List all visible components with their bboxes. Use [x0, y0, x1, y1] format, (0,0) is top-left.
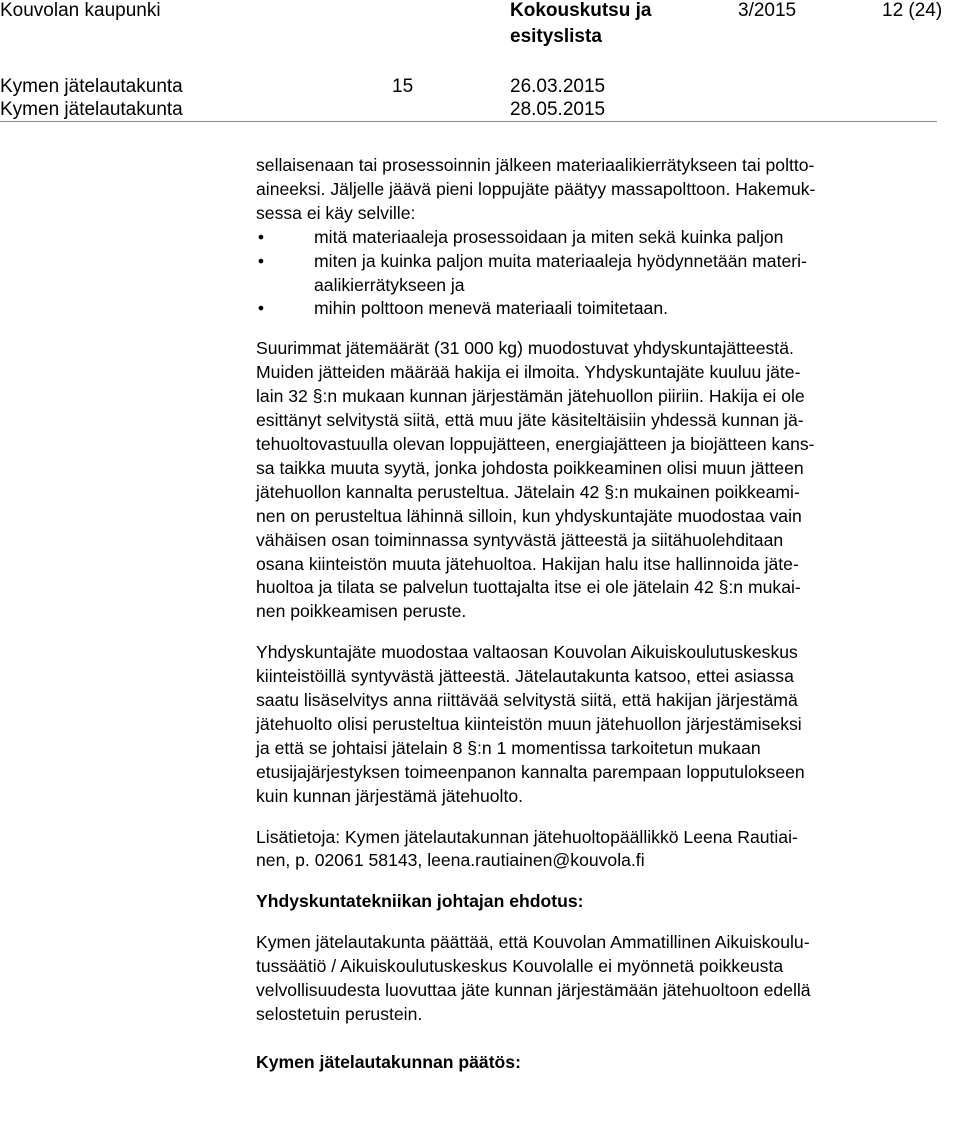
board-name-row1: Kymen jätelautakunta — [0, 76, 183, 97]
proposal-heading: Yhdyskuntatekniikan johtajan ehdotus: — [256, 891, 584, 912]
section-number: 15 — [392, 76, 414, 97]
bullet-list — [256, 226, 928, 322]
intro-paragraph: sellaisenaan tai prosessoinnin jälkeen materiaalikierrätykseen tai poltto- aineeksi. Jäljelle jäävä pieni loppujäte päätyy massapolttoon. Hakemuk- sessa ei käy selville: — [256, 155, 816, 223]
contact-info: Lisätietoja: Kymen jätelautakunnan jätehuoltopäällikkö Leena Rautiai- nen, p. 02061 58143, leena.rautiainen@kouvola.fi — [256, 826, 798, 871]
bullet-icon: • — [257, 226, 265, 247]
document-body — [256, 154, 928, 1075]
decision-heading: Kymen jätelautakunnan päätös: — [256, 1051, 521, 1072]
list-item: • mihin polttoon menevä materiaali toimitetaan. — [256, 297, 928, 321]
doc-type-line2: esityslista — [510, 26, 602, 47]
doc-type-line1: Kokouskutsu ja — [510, 0, 652, 21]
board-name-row2: Kymen jätelautakunta — [0, 99, 183, 120]
page-number: 12 (24) — [882, 0, 943, 21]
list-item: • mitä materiaaleja prosessoidaan ja miten sekä kuinka paljon — [256, 226, 928, 250]
doc-number: 3/2015 — [738, 0, 797, 21]
meeting-date-row2: 28.05.2015 — [510, 99, 606, 120]
bullet-icon: • — [257, 250, 265, 271]
proposal-paragraph: Kymen jätelautakunta päättää, että Kouvolan Ammatillinen Aikuiskoulu- tussäätiö / Aikuiskoulutuskeskus Kouvolalle ei myönnetä poikkeusta velvollisuudesta luovuttaa jäte kunnan järjestämään jätehuoltoon edellä selostetuin perustein. — [256, 932, 811, 1024]
assessment-paragraph: Yhdyskuntajäte muodostaa valtaosan Kouvolan Aikuiskoulutuskeskus kiinteistöillä syntyvästä jätteestä. Jätelautakunta katsoo, ettei asiassa saatu lisäselvitys anna riittävää selvitystä siitä, että hakijan järjestämä jätehuolto olisi perusteltua kiinteistön muun jätehuollon järjestämiseksi ja että se johtaisi jätelain 8 §:n 1 momentissa tarkoitetun mukaan etusijajärjestyksen toimeenpanon kannalta parempaan lopputulokseen kuin kunnan järjestämä jätehuolto. — [256, 642, 805, 806]
meeting-date-row1: 26.03.2015 — [510, 76, 606, 97]
list-item: • miten ja kuinka paljon muita materiaaleja hyödynnetään materi- aalikierrätykseen ja — [257, 250, 807, 295]
waste-amounts-paragraph: Suurimmat jätemäärät (31 000 kg) muodostuvat yhdyskuntajätteestä. Muiden jätteiden määrää hakija ei ilmoita. Yhdyskuntajäte kuuluu jäte- lain 32 §:n mukaan kunnan järjestämän jätehuollon piiriin. Hakija ei ole esittänyt selvitystä siitä, että muu jäte käsiteltäisiin yhdessä kunnan jä- tehuoltovastuulla olevan loppujätteen, energiajätteen ja biojätteen kans- sa taikka muuta syytä, jonka johdosta poikkeaminen olisi muun jätteen jätehuollon kannalta perusteltua. Jätelain 42 §:n mukainen poikkeami- nen on perusteltua lähinnä silloin, kun yhdyskuntajäte muodostaa vain vähäisen osan toiminnassa syntyvästä jätteestä ja siitähuolehditaan osana kiinteistön muuta jätehuoltoa. Hakijan halu itse hallinnoida jäte- huoltoa ja tilata se palvelun tuottajalta itse ei ole jätelain 42 §:n mukai- nen poikkeamisen peruste. — [256, 338, 815, 622]
header-divider — [0, 121, 937, 122]
bullet-icon: • — [257, 298, 265, 319]
org-name: Kouvolan kaupunki — [0, 0, 161, 21]
